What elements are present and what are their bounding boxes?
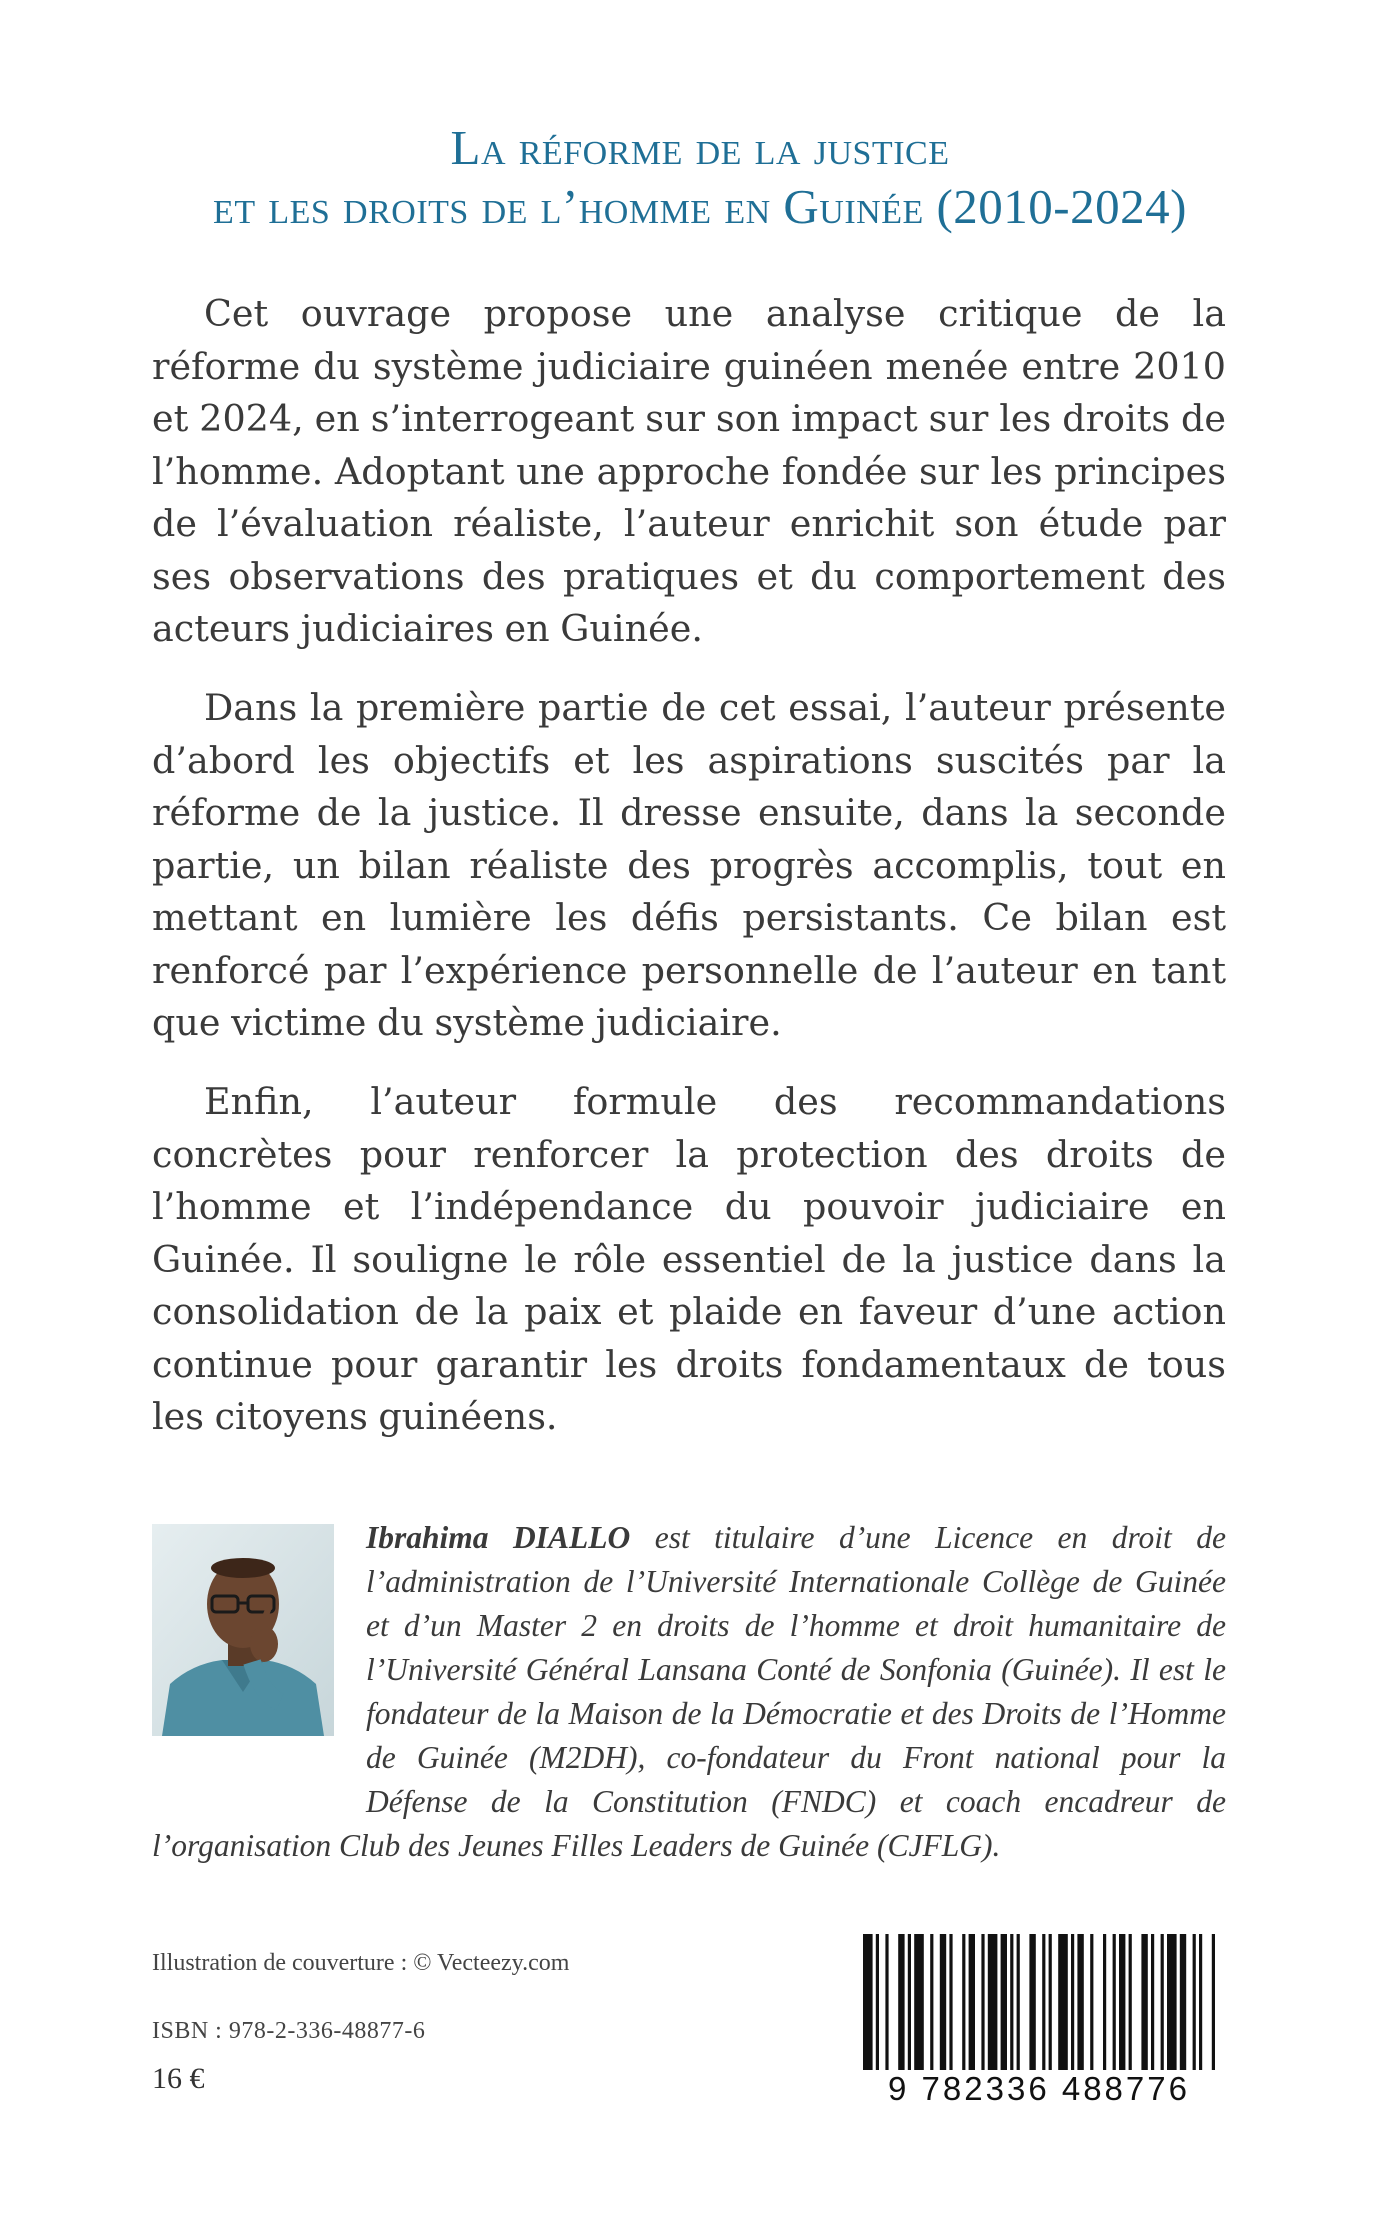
barcode-bar xyxy=(930,1934,933,2076)
book-price: 16 € xyxy=(152,2062,205,2095)
blurb-paragraph-2-text: Dans la première partie de cet essai, l’auteur présente d’abord les objectifs et les aspirations suscités par la réforme de la justice. Il dresse ensuite, dans la seconde partie, un bilan réaliste des progrès accomplis, tout en mettant en lumière les défis persistants. Ce bilan est renforcé par l’expérience personnelle de l’auteur en tant que victime du système judiciaire. xyxy=(152,686,1226,1044)
barcode-bar xyxy=(876,1934,879,2076)
barcode-bar xyxy=(1042,1934,1045,2076)
barcode-bar xyxy=(988,1934,998,2076)
author-bio xyxy=(152,1516,1226,1868)
blurb-paragraph-1 xyxy=(152,288,1226,656)
barcode-bar xyxy=(898,1934,904,2076)
barcode-bar xyxy=(1119,1934,1125,2076)
barcode-bar xyxy=(962,1934,965,2076)
barcode-bar xyxy=(1049,1934,1052,2076)
barcode-bar xyxy=(914,1934,924,2076)
barcode-bar xyxy=(1017,1934,1020,2076)
barcode-bar xyxy=(1071,1934,1074,2076)
isbn-number: ISBN : 978-2-336-48877-6 xyxy=(152,2018,426,2044)
author-bio-text: est titulaire d’une Licence en droit de l’administration de l’Université Internationale Collège de Guinée et d’un Master 2 en droits de l’homme et droit humanitaire de l’Université Général Lansana Conté de Sonfonia (Guinée). Il est le fondateur de la Maison de la Démocratie et des Droits de l’Homme de Guinée (M2DH), co-fondateur du Front national pour la Défense de la Constitution (FNDC) et coach encadreur de l’organisation Club des Jeunes Filles Leaders de Guinée (CJFLG). xyxy=(152,1520,1226,1863)
barcode-bar xyxy=(1029,1934,1035,2076)
barcode-bar xyxy=(1113,1934,1116,2076)
blurb-paragraph-2 xyxy=(152,682,1226,1050)
barcode-bar xyxy=(981,1934,984,2076)
blurb-paragraph-3 xyxy=(152,1076,1226,1444)
book-title xyxy=(0,118,1400,236)
barcode-bar xyxy=(1193,1934,1196,2076)
barcode-bar xyxy=(1151,1934,1154,2076)
barcode-bar xyxy=(1058,1934,1068,2076)
barcode-digits: 9 782336 488776 xyxy=(853,2070,1225,2108)
author-photo-spacer xyxy=(152,1516,334,1786)
author-name: Ibrahima DIALLO xyxy=(366,1520,631,1555)
barcode-bar xyxy=(1167,1934,1177,2076)
book-title-line-2: et les droits de l’homme en Guinée (2010-2024) xyxy=(213,179,1187,234)
barcode-bar xyxy=(940,1934,946,2076)
barcode-bar xyxy=(1141,1934,1147,2076)
barcode-bar xyxy=(863,1934,873,2076)
blurb-paragraph-3-text: Enfin, l’auteur formule des recommandations concrètes pour renforcer la protection des droits de l’homme et l’indépendance du pouvoir judiciaire en Guinée. Il souligne le rôle essentiel de la justice dans la consolidation de la paix et plaide en faveur d’une action continue pour garantir les droits fondamentaux de tous les citoyens guinéens. xyxy=(152,1080,1226,1438)
book-title-line-1: La réforme de la justice xyxy=(450,120,950,175)
barcode-bar xyxy=(1077,1934,1083,2076)
barcode-bar xyxy=(1161,1934,1164,2076)
barcode-bar xyxy=(885,1934,888,2076)
barcode-bar xyxy=(1103,1934,1106,2076)
cover-illustration-credit: Illustration de couverture : © Vecteezy.com xyxy=(152,1950,570,1976)
barcode-bar xyxy=(1199,1934,1202,2076)
barcode-bar xyxy=(1090,1934,1093,2076)
blurb-paragraph-1-text: Cet ouvrage propose une analyse critique de la réforme du système judiciaire guinéen menée entre 2010 et 2024, en s’interrogeant sur son impact sur les droits de l’homme. Adoptant une approche fondée sur les principes de l’évaluation réaliste, l’auteur enrichit son étude par ses observations des pratiques et du comportement des acteurs judiciaires en Guinée. xyxy=(152,292,1226,650)
barcode-bar xyxy=(908,1934,911,2076)
barcode-bar xyxy=(1129,1934,1132,2076)
barcode-bar xyxy=(1180,1934,1186,2076)
barcode-bar xyxy=(1212,1934,1215,2076)
barcode-bar xyxy=(949,1934,952,2076)
barcode-bar xyxy=(1010,1934,1013,2076)
barcode-bar xyxy=(1001,1934,1007,2076)
barcode-bar xyxy=(969,1934,975,2076)
